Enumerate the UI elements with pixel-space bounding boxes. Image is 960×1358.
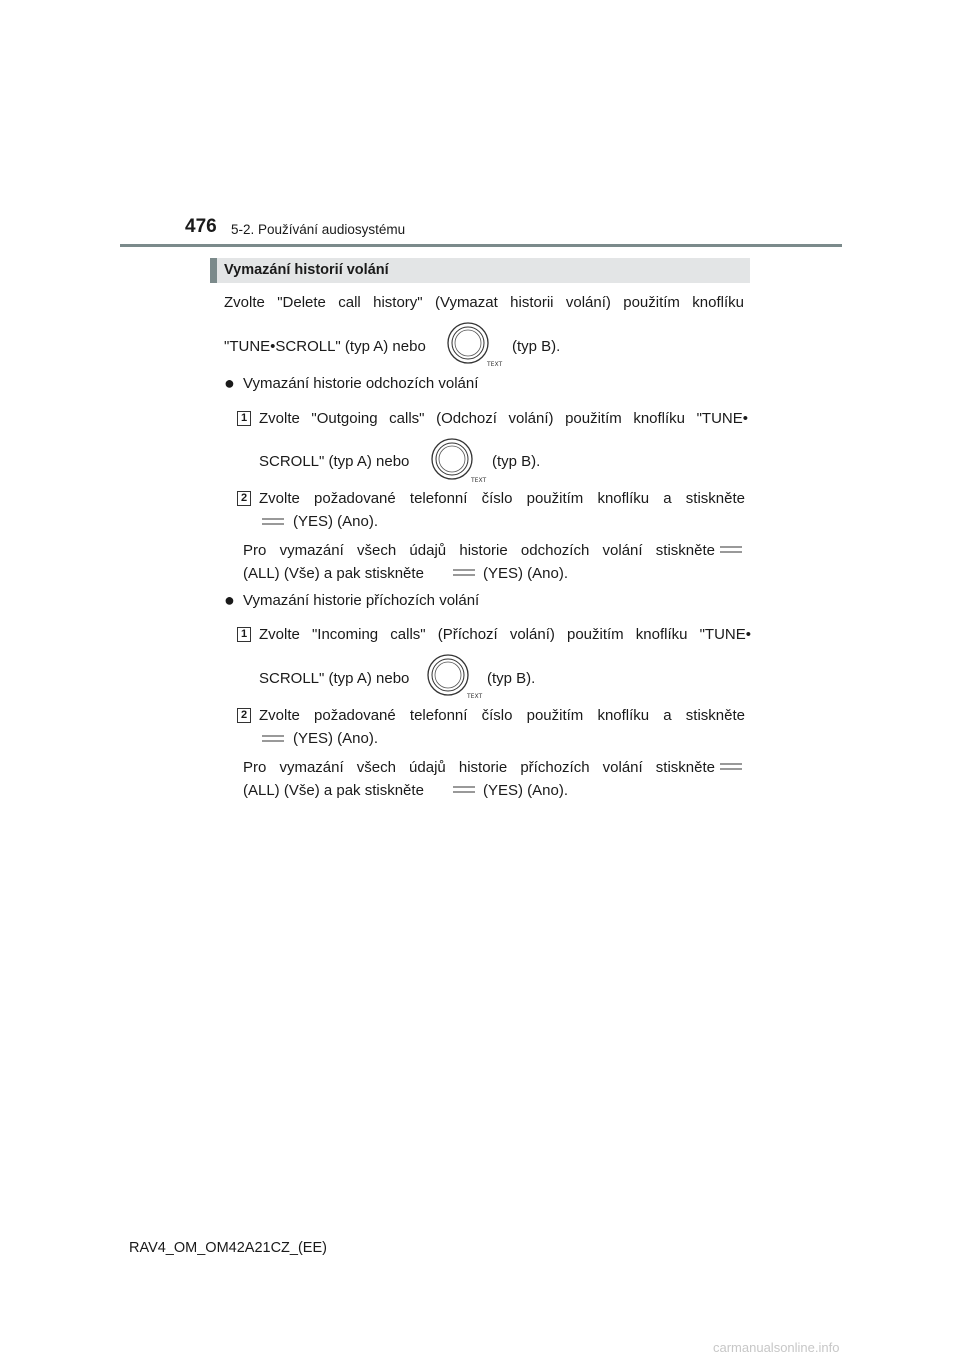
tune-knob-icon	[421, 436, 491, 486]
outgoing-step-2-line-2: (YES) (Ano).	[293, 513, 379, 530]
phone-key-icon	[262, 735, 284, 743]
incoming-step-1-line-1: Zvolte "Incoming calls" (Příchozí volání) použitím knoflíku "TUNE•	[259, 626, 751, 643]
tune-knob-icon	[417, 652, 487, 702]
watermark: carmanualsonline.info	[713, 1340, 840, 1355]
outgoing-step-2-line-1: Zvolte požadované telefonní číslo použitím knoflíku a stiskněte	[259, 490, 745, 507]
incoming-step-1-line-2-text: SCROLL" (typ A) nebo	[259, 670, 410, 687]
incoming-bullet: ●	[224, 590, 235, 610]
phone-key-icon	[453, 786, 475, 794]
phone-key-icon	[720, 546, 742, 554]
incoming-step-1-number: 1	[237, 627, 251, 642]
outgoing-step-1-number: 1	[237, 411, 251, 426]
phone-key-icon	[720, 763, 742, 771]
incoming-step-2-line-1: Zvolte požadované telefonní číslo použitím knoflíku a stiskněte	[259, 707, 745, 724]
outgoing-note-line-1: Pro vymazání všech údajů historie odchozích volání stiskněte	[243, 542, 715, 559]
page-number: 476	[185, 216, 217, 237]
intro-line-2-suffix: (typ B).	[512, 338, 561, 355]
intro-line-2-text: "TUNE•SCROLL" (typ A) nebo	[224, 338, 426, 355]
intro-line-1: Zvolte "Delete call history" (Vymazat historii volání) použitím knoflíku	[224, 294, 744, 311]
outgoing-bullet: ●	[224, 373, 235, 393]
footer-code: RAV4_OM_OM42A21CZ_(EE)	[129, 1240, 327, 1256]
incoming-step-1-line-2-suffix: (typ B).	[487, 670, 536, 687]
knob-text-label: TEXT	[467, 693, 483, 700]
outgoing-step-1-line-1: Zvolte "Outgoing calls" (Odchozí volání) použitím knoflíku "TUNE•	[259, 410, 748, 427]
outgoing-note-line-2-text: (ALL) (Vše) a pak stiskněte	[243, 565, 424, 582]
incoming-note-line-2-suffix: (YES) (Ano).	[483, 782, 569, 799]
outgoing-step-1-line-2-text: SCROLL" (typ A) nebo	[259, 453, 410, 470]
outgoing-step-2-number: 2	[237, 491, 251, 506]
section-heading: Vymazání historií volání	[224, 262, 389, 278]
incoming-note-line-1: Pro vymazání všech údajů historie příchozích volání stiskněte	[243, 759, 715, 776]
outgoing-title: Vymazání historie odchozích volání	[243, 375, 479, 392]
section-title: 5-2. Používání audiosystému	[231, 222, 406, 237]
phone-key-icon	[453, 569, 475, 577]
outgoing-note-line-2-suffix: (YES) (Ano).	[483, 565, 569, 582]
phone-key-icon	[262, 518, 284, 526]
tune-knob-icon	[437, 320, 507, 370]
knob-text-label: TEXT	[487, 361, 503, 368]
incoming-title: Vymazání historie příchozích volání	[243, 592, 480, 609]
header-divider	[120, 244, 842, 247]
incoming-step-2-line-2: (YES) (Ano).	[293, 730, 379, 747]
incoming-note-line-2-text: (ALL) (Vše) a pak stiskněte	[243, 782, 424, 799]
knob-text-label: TEXT	[471, 477, 487, 484]
outgoing-step-1-line-2-suffix: (typ B).	[492, 453, 541, 470]
incoming-step-2-number: 2	[237, 708, 251, 723]
